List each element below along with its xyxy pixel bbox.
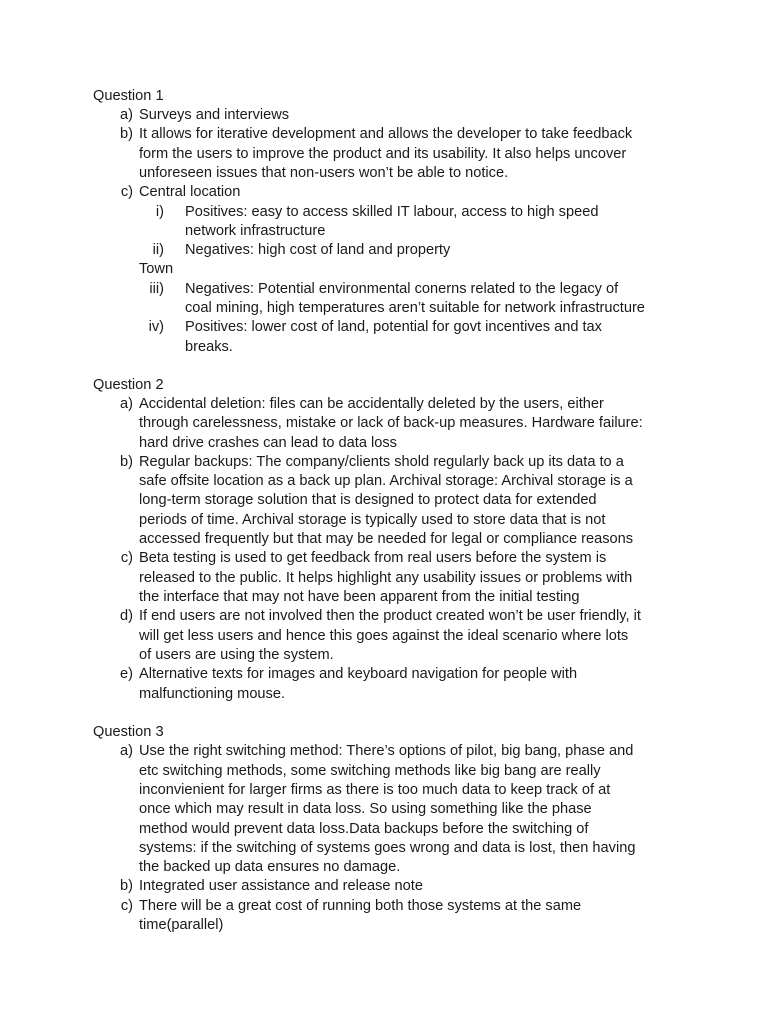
question-2-heading: Question 2 bbox=[93, 377, 164, 393]
answer-line: unforeseen issues that non-users won’t be able to notice. bbox=[139, 165, 509, 181]
subitem-label: ii) bbox=[152, 242, 164, 258]
answer-line: released to the public. It helps highlight any usability issues or problems with bbox=[139, 570, 633, 586]
item-label: e) bbox=[120, 666, 133, 682]
item-label: b) bbox=[120, 454, 133, 470]
answer-line: Positives: easy to access skilled IT labour, access to high speed bbox=[185, 204, 599, 220]
answer-line: will get less users and hence this goes against the ideal scenario where lots bbox=[139, 628, 629, 644]
answer-line: systems: if the switching of systems goes wrong and data is lost, then having bbox=[139, 840, 636, 856]
answer-line: It allows for iterative development and allows the developer to take feedback bbox=[139, 126, 633, 142]
answer-line: the interface that may not have been apparent from the initial testing bbox=[139, 589, 580, 605]
answer-line: coal mining, high temperatures aren’t suitable for network infrastructure bbox=[185, 300, 645, 316]
item-label: b) bbox=[120, 126, 133, 142]
answer-line: Alternative texts for images and keyboard navigation for people with bbox=[139, 666, 578, 682]
answer-line: Negatives: high cost of land and property bbox=[185, 242, 451, 258]
item-label: a) bbox=[120, 396, 133, 412]
answer-line: Central location bbox=[139, 184, 241, 200]
answer-line: inconvienient for larger firms as there is too much data to keep track of at bbox=[139, 782, 611, 798]
question-1-heading: Question 1 bbox=[93, 88, 164, 104]
answer-line: etc switching methods, some switching methods like big bang are really bbox=[139, 763, 601, 779]
answer-line: form the users to improve the product and its usability. It also helps uncover bbox=[139, 146, 627, 162]
answer-line: periods of time. Archival storage is typically used to store data that is not bbox=[139, 512, 606, 528]
answer-line: hard drive crashes can lead to data loss bbox=[139, 435, 397, 451]
item-label: c) bbox=[120, 898, 133, 914]
answer-line: time(parallel) bbox=[139, 917, 224, 933]
answer-line: safe offsite location as a back up plan. Archival storage: Archival storage is a bbox=[139, 473, 633, 489]
town-label: Town bbox=[139, 261, 174, 277]
question-3-heading: Question 3 bbox=[93, 724, 164, 740]
item-label: c) bbox=[120, 184, 133, 200]
answer-line: network infrastructure bbox=[185, 223, 326, 239]
item-label: a) bbox=[120, 107, 133, 123]
subitem-label: i) bbox=[155, 204, 164, 220]
answer-line: long-term storage solution that is designed to protect data for extended bbox=[139, 492, 597, 508]
item-label: a) bbox=[120, 743, 133, 759]
subitem-label: iv) bbox=[148, 319, 164, 335]
answer-line: malfunctioning mouse. bbox=[139, 686, 286, 702]
answer-line: Use the right switching method: There’s options of pilot, big bang, phase and bbox=[139, 743, 634, 759]
answer-line: Positives: lower cost of land, potential for govt incentives and tax bbox=[185, 319, 602, 335]
answer-line: There will be a great cost of running both those systems at the same bbox=[139, 898, 582, 914]
answer-line: accessed frequently but that may be needed for legal or compliance reasons bbox=[139, 531, 634, 547]
answer-line: Regular backups: The company/clients shold regularly back up its data to a bbox=[139, 454, 624, 470]
answer-line: Surveys and interviews bbox=[139, 107, 290, 123]
answer-line: Integrated user assistance and release note bbox=[139, 878, 423, 894]
item-label: d) bbox=[120, 608, 133, 624]
answer-line: breaks. bbox=[185, 339, 233, 355]
answer-line: Negatives: Potential environmental conerns related to the legacy of bbox=[185, 281, 619, 297]
answer-line: once which may result in data loss. So using something like the phase bbox=[139, 801, 592, 817]
answer-line: method would prevent data loss.Data backups before the switching of bbox=[139, 821, 589, 837]
subitem-label: iii) bbox=[149, 281, 164, 297]
answer-line: of users are using the system. bbox=[139, 647, 334, 663]
answer-line: If end users are not involved then the product created won’t be user friendly, it bbox=[139, 608, 641, 624]
answer-line: Accidental deletion: files can be accidentally deleted by the users, either bbox=[139, 396, 604, 412]
item-label: b) bbox=[120, 878, 133, 894]
answer-line: through carelessness, mistake or lack of back-up measures. Hardware failure: bbox=[139, 415, 643, 431]
answer-line: the backed up data ensures no damage. bbox=[139, 859, 401, 875]
answer-line: Beta testing is used to get feedback from real users before the system is bbox=[139, 550, 607, 566]
item-label: c) bbox=[120, 550, 133, 566]
